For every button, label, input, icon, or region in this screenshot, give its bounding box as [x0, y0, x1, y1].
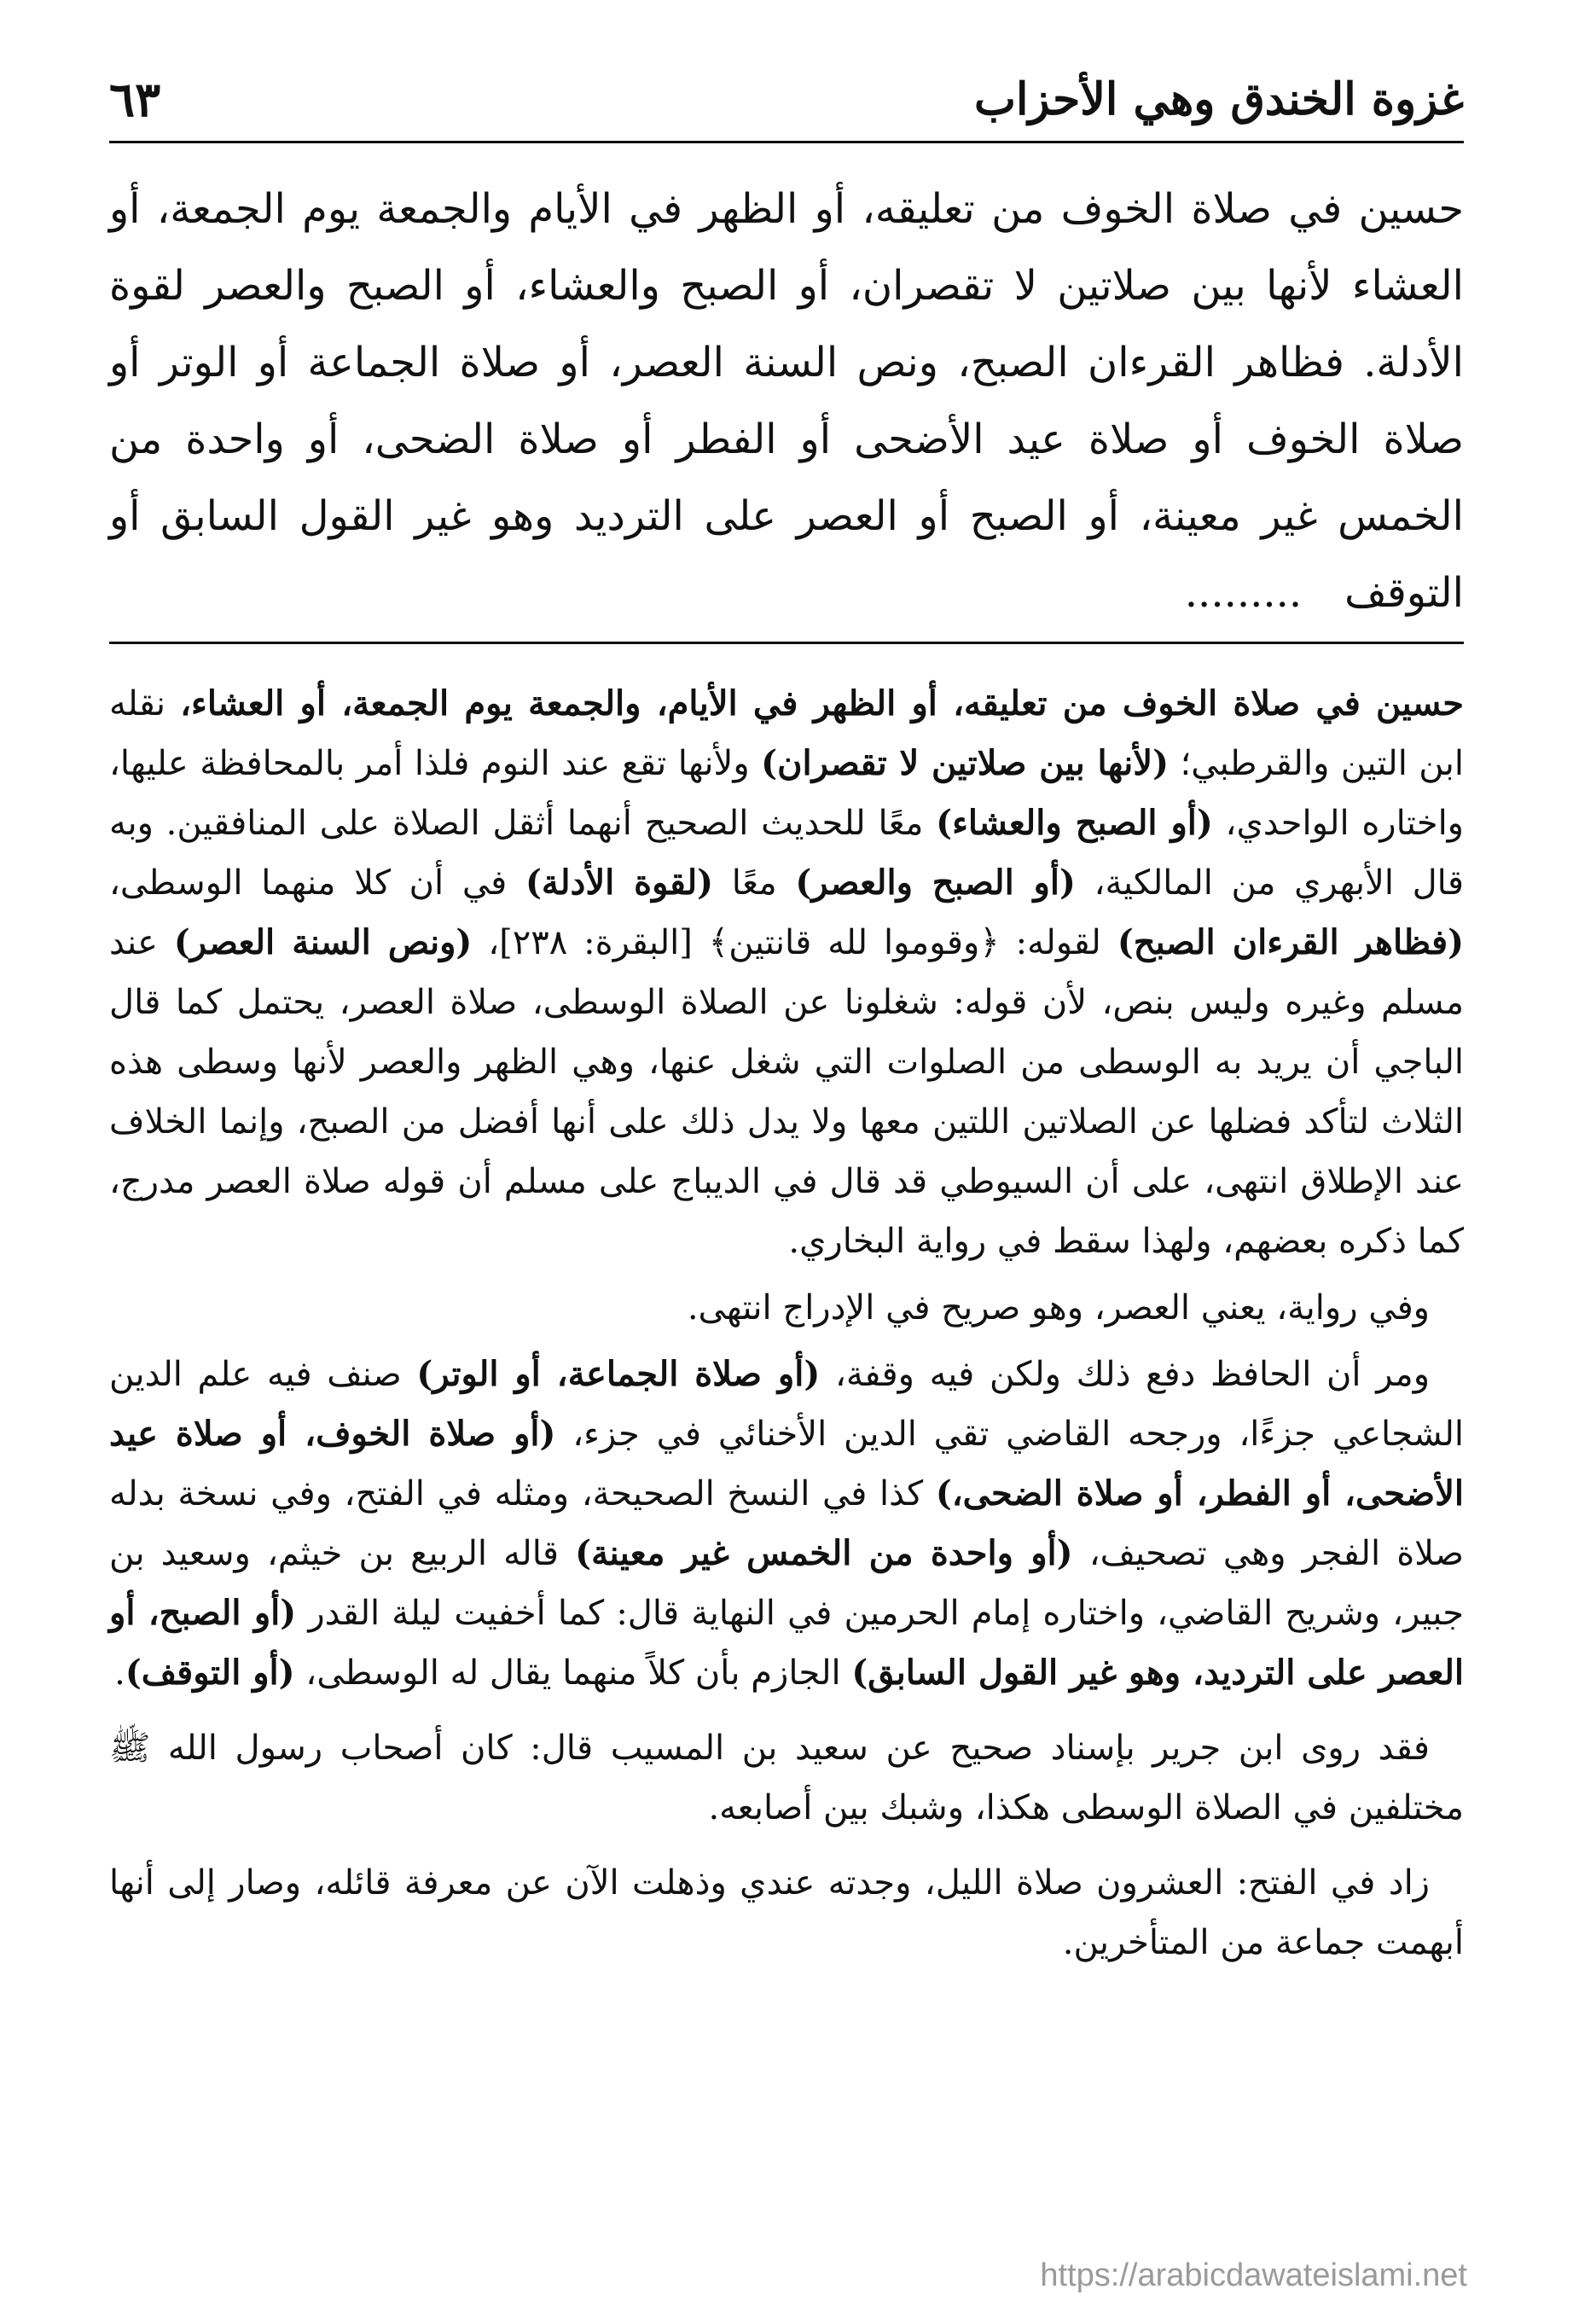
commentary-text: الجازم بأن كلاً منهما يقال له الوسطى،: [294, 1653, 852, 1693]
commentary-text: عند مسلم وغيره وليس بنص، لأن قوله: شغلونا عن الصلاة الوسطى، صلاة العصر، يحتمل كما قال الباجي أن يريد به الوسطى من الصلوات التي شغل عنها، وهي الظهر والعصر لأنها وسطى هذه الثلاث لتأكد فضلها عن الصلاتين اللتين معها ولا يدل ذلك على أنها أفضل من الصبح، وإنما الخلاف عند الإطلاق انتهى، على أن السيوطي قد قال في الديباج على مسلم أن قوله صلاة العصر مدرج، كما ذكره بعضهم، ولهذا سقط في رواية البخاري.: [109, 923, 1464, 1261]
sharh-commentary: [109, 674, 1464, 2261]
quoted-matn: (ونص السنة العصر): [173, 922, 473, 962]
commentary-text: لقوله: ﴿وقوموا لله قانتين﴾ [البقرة: ٢٣٨]،: [472, 923, 1117, 962]
commentary-text: كذا في النسخ الصحيحة، ومثله في الفتح، وفي نسخة بدله صلاة الفجر وهي تصحيف،: [109, 1474, 1464, 1573]
quoted-matn: حسين في صلاة الخوف من تعليقه، أو الظهر في الأيام، والجمعة يوم الجمعة، أو العشاء،: [180, 683, 1464, 723]
quoted-matn: (فظاهر القرءان الصبح): [1117, 922, 1465, 962]
sharh-paragraph-3: [109, 1345, 1464, 1703]
page-header: [109, 61, 1464, 138]
quoted-matn: (أو الصبح والعشاء): [936, 803, 1213, 843]
matn-dots: .........: [1184, 569, 1303, 617]
page-number: ٦٣: [109, 72, 161, 128]
matn-text: [109, 171, 1464, 631]
commentary-text: ولأنها تقع عند النوم فلذا أمر بالمحافظة عليها، واختاره الواحدي،: [109, 744, 1465, 843]
commentary-text: في أن كلا منهما الوسطى،: [109, 863, 525, 903]
commentary-text: .: [114, 1653, 125, 1693]
commentary-text: معًا للحديث الصحيح أنهما أثقل الصلاة على المنافقين. وبه قال الأبهري من المالكية،: [109, 804, 1464, 903]
quoted-matn: (أو الصبح والعصر): [795, 863, 1076, 903]
commentary-text: قاله الربيع بن خيثم، وسعيد بن جبير، وشريح القاضي، واختاره إمام الحرمين في النهاية قال: كما أخفيت ليلة القدر: [109, 1534, 1464, 1633]
source-watermark: https://arabicdawateislami.net: [1040, 2257, 1467, 2293]
quoted-matn: (لأنها بين صلاتين لا تقصران): [761, 743, 1170, 783]
quoted-matn: (أو الصبح، أو العصر على الترديد، وهو غير القول السابق): [109, 1593, 1464, 1693]
matn-sharh-separator: [109, 642, 1464, 644]
commentary-text: صنف فيه علم الدين الشجاعي جزءًا، ورجحه القاضي تقي الدين الأخنائي في جزء،: [109, 1355, 1465, 1454]
running-title: غزوة الخندق وهي الأحزاب: [974, 73, 1464, 125]
quoted-matn: (لقوة الأدلة): [525, 863, 714, 903]
commentary-text: نقله ابن التين والقرطبي؛: [109, 684, 1465, 783]
sharh-paragraph-1: [109, 674, 1464, 1271]
header-rule: [109, 141, 1464, 143]
quoted-matn: (أو التوقف): [125, 1653, 295, 1693]
quoted-matn: (أو واحدة من الخمس غير معينة): [575, 1533, 1073, 1573]
sharh-paragraph-4: فقد روى ابن جرير بإسناد صحيح عن سعيد بن المسيب قال: كان أصحاب رسول الله ﷺ مختلفين في الصلاة الوسطى هكذا، وشبك بين أصابعه.: [109, 1728, 1464, 1827]
matn-body: حسين في صلاة الخوف من تعليقه، أو الظهر في الأيام والجمعة يوم الجمعة، أو العشاء لأنها بين صلاتين لا تقصران، أو الصبح والعشاء، أو الصبح والعصر لقوة الأدلة. فظاهر القرءان الصبح، ونص السنة العصر، أو صلاة الجماعة أو الوتر أو صلاة الخوف أو صلاة عيد الأضحى أو الفطر أو صلاة الضحى، أو واحدة من الخمس غير معينة، أو الصبح أو العصر على الترديد وهو غير القول السابق أو التوقف: [109, 185, 1465, 617]
commentary-text: معًا: [713, 863, 796, 903]
commentary-text: ومر أن الحافظ دفع ذلك ولكن فيه وقفة،: [820, 1355, 1431, 1394]
quoted-matn: (أو صلاة الخوف، أو صلاة عيد الأضحى، أو الفطر، أو صلاة الضحى،): [109, 1414, 1464, 1514]
sharh-paragraph-5: زاد في الفتح: العشرون صلاة الليل، وجدته عندي وذهلت الآن عن معرفة قائله، وصار إلى أنها أبهمت جماعة من المتأخرين.: [109, 1863, 1464, 1962]
sharh-paragraph-2: وفي رواية، يعني العصر، وهو صريح في الإدراج انتهى.: [687, 1288, 1430, 1328]
quoted-matn: (أو صلاة الجماعة، أو الوتر): [416, 1354, 821, 1394]
